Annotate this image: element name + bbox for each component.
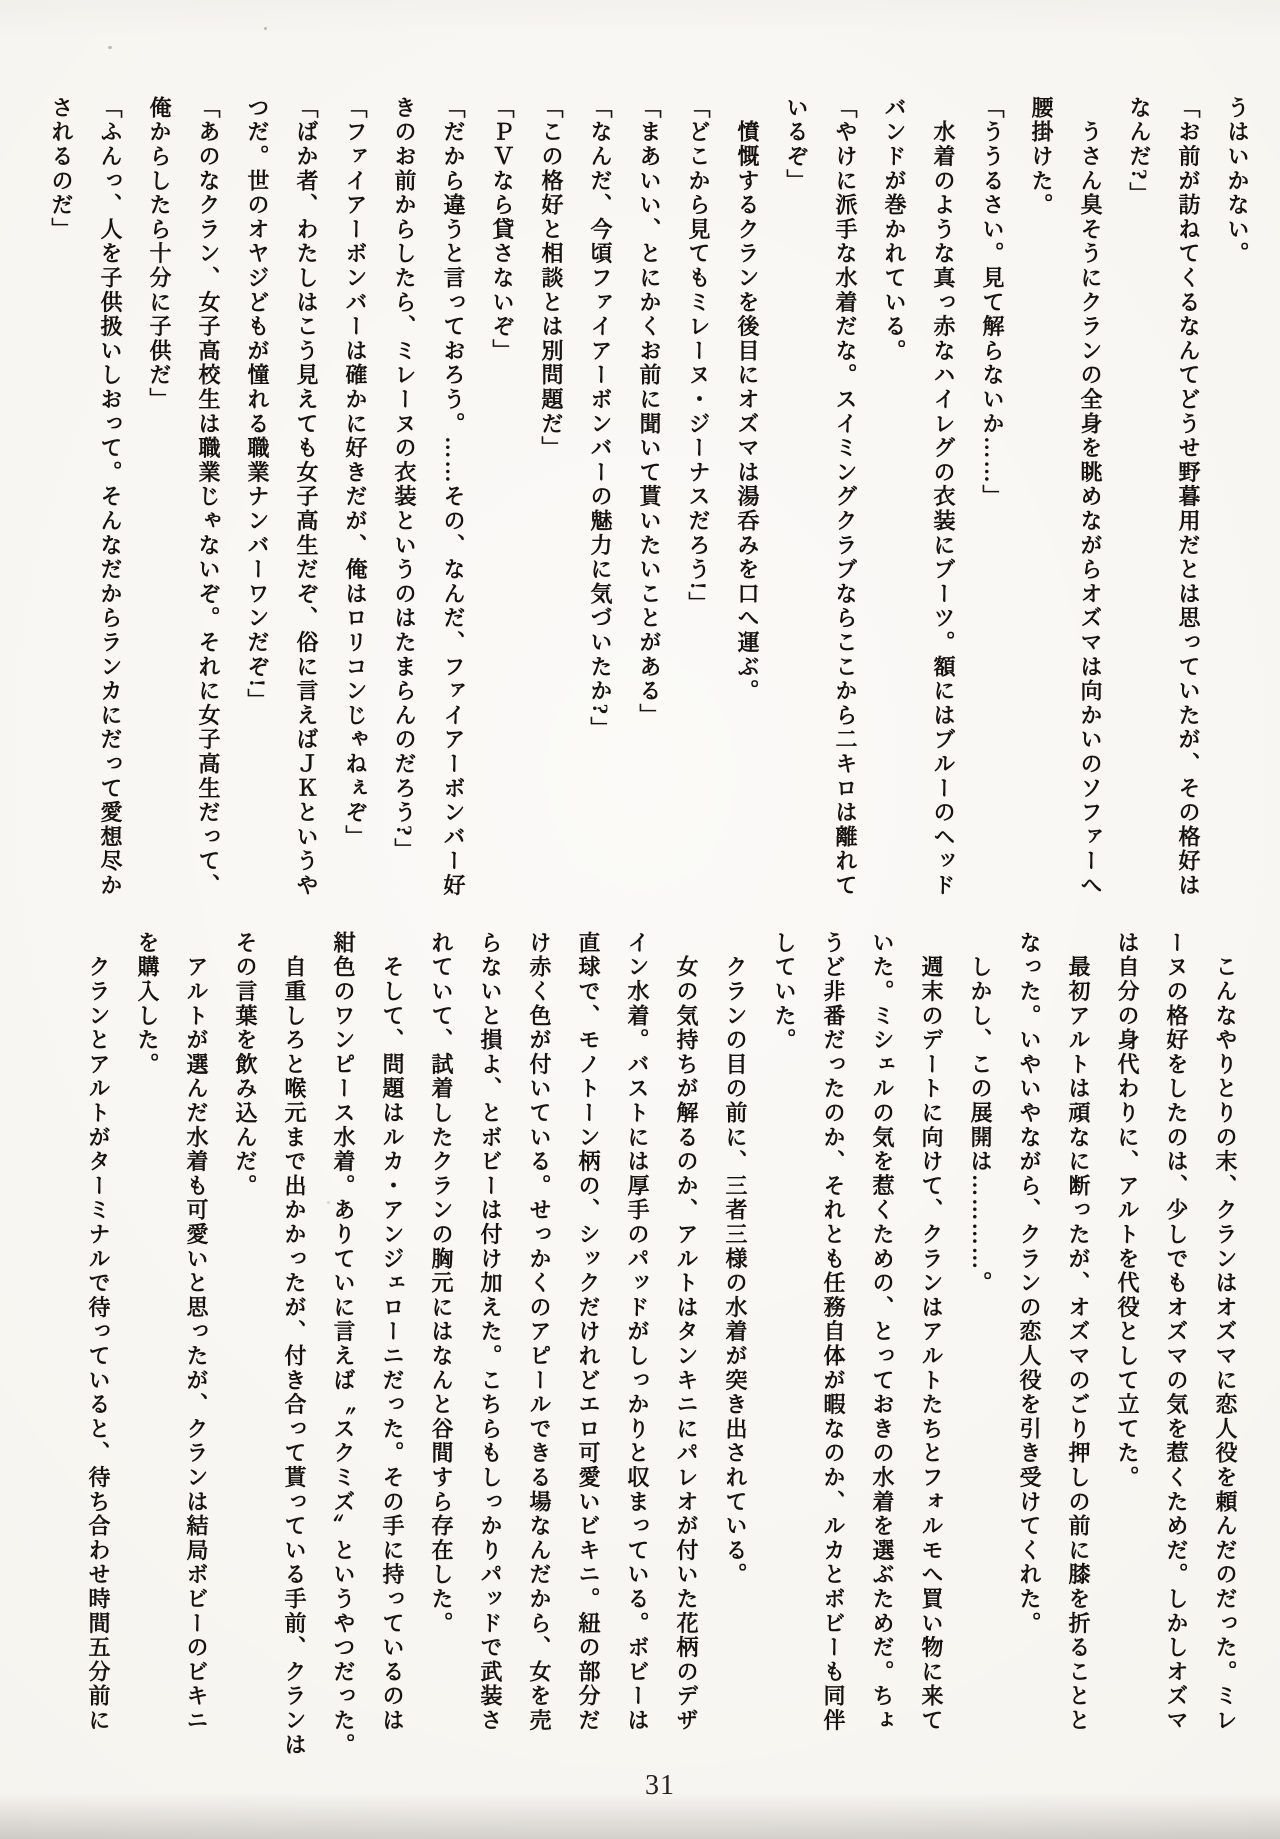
text-column: 自重しろと喉元まで出かかったが、付き合って貰っている手前、クランは — [282, 931, 307, 1758]
text-column: うど非番だったのか、それとも任務自体が暇なのか、ルカとボビーも同伴 — [821, 931, 846, 1733]
text-column: 「どこから見てもミレーヌ・ジーナスだろう!」 — [686, 96, 711, 616]
scan-speck — [264, 27, 267, 30]
text-column: 「だから違うと言っておろう。……その、なんだ、ファイアーボンバー好 — [441, 96, 466, 898]
text-column: なった。いやいやながら、クランの恋人役を引き受けてくれた。 — [1017, 931, 1042, 1636]
text-column: は自分の身代わりに、アルトを代役として立てた。 — [1115, 931, 1140, 1490]
text-column: しかし、この展開は…………。 — [968, 931, 993, 1296]
text-column: 「ううるさい。見て解らないか……」 — [980, 96, 1005, 510]
text-column: れていて、試着したクランの胸元にはなんと谷間すら存在した。 — [429, 931, 454, 1636]
text-column: 「ファイアーボンバーは確かに好きだが、俺はロリコンじゃねぇぞ」 — [343, 96, 368, 850]
text-column: 「この格好と相談とは別問題だ」 — [539, 96, 564, 461]
text-column: を購入した。 — [135, 931, 160, 1077]
text-column: いた。ミシェルの気を惹くための、とっておきの水着を選ぶためだ。ちょ — [870, 931, 895, 1733]
text-column: アルトが選んだ水着も可愛いと思ったが、クランは結局ボビーのビキニ — [184, 931, 209, 1733]
text-column: 週末のデートに向けて、クランはアルトたちとフォルモへ買い物に来て — [919, 931, 944, 1733]
text-column: つだ。世のオヤジどもが憧れる職業ナンバーワンだぞ!」 — [245, 96, 270, 714]
text-column: クランの目の前に、三者三様の水着が突き出されている。 — [723, 931, 748, 1588]
text-column: イン水着。バストには厚手のパッドがしっかりと収まっている。ボビーは — [625, 931, 650, 1733]
text-block-bottom — [62, 931, 1238, 1758]
text-column: 最初アルトは頑なに断ったが、オズマのごり押しの前に膝を折ることと — [1066, 931, 1091, 1733]
text-column: 憤慨するクランを後目にオズマは湯呑みを口へ運ぶ。 — [735, 96, 760, 704]
text-column: うさん臭そうにクランの全身を眺めながらオズマは向かいのソファーへ — [1078, 96, 1103, 898]
text-column: 女の気持ちが解るのか、アルトはタンキニにパレオが付いた花柄のデザ — [674, 931, 699, 1733]
text-column: 「ＰＶなら貸さないぞ」 — [490, 96, 515, 364]
text-column: そして、問題はルカ・アンジェローニだった。その手に持っているのは — [380, 931, 405, 1733]
text-column: 「ふんっ、人を子供扱いしおって。そんなだからランカにだって愛想尽か — [98, 96, 123, 898]
text-column: バンドが巻かれている。 — [882, 96, 907, 364]
text-column: 「ばか者、わたしはこう見えても女子高生だぞ、俗に言えばＪＫというや — [294, 96, 319, 898]
text-column: いるぞ」 — [784, 96, 809, 194]
text-column: ーヌの格好をしたのは、少しでもオズマの気を惹くためだ。しかしオズマ — [1164, 931, 1189, 1733]
text-column: 直球で、モノトーン柄の、シックだけれどエロ可愛いビキニ。紐の部分だ — [576, 931, 601, 1733]
text-column: 水着のような真っ赤なハイレグの衣装にブーツ。額にはブルーのヘッド — [931, 96, 956, 898]
text-column: していた。 — [772, 931, 797, 1053]
text-column: 俺からしたら十分に子供だ」 — [147, 96, 172, 412]
text-column: 「お前が訪ねてくるなんてどうせ野暮用だとは思っていたが、その格好は — [1176, 96, 1201, 898]
text-column: その言葉を飲み込んだ。 — [233, 931, 258, 1199]
text-column: されるのだ」 — [49, 96, 74, 242]
text-column: け赤く色が付いている。せっかくのアピールできる場なんだから、女を売 — [527, 931, 552, 1733]
text-block-top — [25, 96, 1250, 910]
text-column: 紺色のワンピース水着。ありていに言えば〝スクミズ〟というやつだった。 — [331, 931, 356, 1758]
text-column: クランとアルトがターミナルで待っていると、待ち合わせ時間五分前に — [86, 931, 111, 1733]
text-column: きのお前からしたら、ミレーヌの衣装というのはたまらんのだろう?」 — [392, 96, 417, 863]
text-column: こんなやりとりの末、クランはオズマに恋人役を頼んだのだった。ミレ — [1213, 931, 1238, 1733]
scan-speck — [108, 46, 112, 49]
text-column: らないと損よ、とボビーは付け加えた。こちらもしっかりパッドで武装さ — [478, 931, 503, 1733]
text-column: 「あのなクラン、女子高校生は職業じゃないぞ。それに女子高生だって、 — [196, 96, 221, 898]
text-column: なんだ?」 — [1127, 96, 1152, 207]
text-column: 「なんだ、今頃ファイアーボンバーの魅力に気づいたか?」 — [588, 96, 613, 742]
text-column: 「まあいい、とにかくお前に聞いて貰いたいことがある」 — [637, 96, 662, 728]
page-number: 31 — [645, 1770, 675, 1801]
text-column: うはいかない。 — [1225, 96, 1250, 267]
text-column: 腰掛けた。 — [1029, 96, 1054, 218]
text-column: 「やけに派手な水着だな。スイミングクラブならここから二キロは離れて — [833, 96, 858, 898]
